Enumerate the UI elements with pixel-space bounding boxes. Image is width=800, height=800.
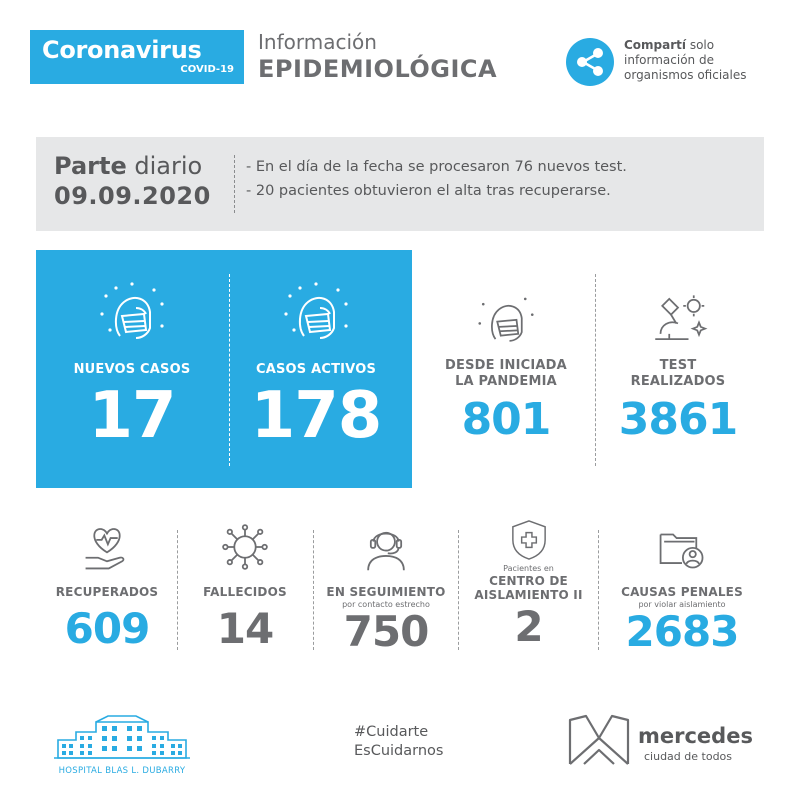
divider bbox=[595, 274, 596, 466]
stat-label: CASOS ACTIVOS bbox=[255, 362, 377, 377]
stat-value: 14 bbox=[216, 604, 274, 653]
stat-label-line2: LA PANDEMIA bbox=[455, 374, 557, 389]
report-date: 09.09.2020 bbox=[54, 182, 211, 210]
face-mask-virus-icon bbox=[92, 278, 172, 348]
stat-value: 2683 bbox=[625, 607, 739, 656]
city-name: mercedes bbox=[638, 724, 753, 748]
folder-user-icon bbox=[655, 522, 709, 572]
stat-since-pandemic bbox=[420, 288, 592, 445]
stat-value: 2 bbox=[514, 602, 543, 651]
stat-sublabel: por violar aislamiento bbox=[638, 600, 726, 609]
daily-report-band bbox=[36, 137, 764, 231]
stat-value: 609 bbox=[64, 604, 150, 653]
stat-value: 178 bbox=[250, 379, 382, 453]
city-tagline: ciudad de todos bbox=[644, 750, 733, 763]
report-label-bold: Parte bbox=[54, 152, 127, 180]
hashtag bbox=[354, 723, 443, 761]
stat-label: NUEVOS CASOS bbox=[73, 362, 191, 377]
share-note bbox=[624, 38, 794, 83]
stat-prelabel: Pacientes en bbox=[503, 564, 554, 573]
share-bold: Compartí bbox=[624, 38, 687, 52]
stat-label bbox=[598, 358, 758, 390]
stat-sublabel: por contacto estrecho bbox=[342, 600, 430, 609]
stat-value: 3861 bbox=[618, 394, 738, 445]
stat-label bbox=[420, 358, 592, 390]
share-icon[interactable] bbox=[566, 38, 614, 86]
mercedes-mark-icon bbox=[566, 712, 632, 768]
hospital-name: HOSPITAL BLAS L. DUBARRY bbox=[58, 766, 186, 776]
stat-active-cases bbox=[232, 278, 400, 453]
share-rest: solo bbox=[686, 38, 715, 52]
divider bbox=[313, 530, 314, 650]
stat-tests bbox=[598, 288, 758, 445]
stat-isolation-center bbox=[461, 518, 596, 651]
divider bbox=[598, 530, 599, 650]
hospital-building-icon bbox=[52, 712, 192, 760]
share-line3: organismos oficiales bbox=[624, 68, 747, 82]
headset-agent-icon bbox=[359, 522, 413, 572]
stat-value: 801 bbox=[461, 394, 551, 445]
medical-shield-icon bbox=[507, 518, 551, 562]
stat-label bbox=[461, 574, 596, 602]
brand-box bbox=[30, 30, 244, 84]
report-divider bbox=[234, 155, 235, 213]
stat-recovered bbox=[40, 522, 174, 653]
stat-label-line2: AISLAMIENTO II bbox=[474, 588, 583, 602]
brand-title: Coronavirus bbox=[42, 36, 202, 64]
title-line2: EPIDEMIOLÓGICA bbox=[258, 55, 498, 83]
face-mask-virus-icon bbox=[276, 278, 356, 348]
report-label-rest: diario bbox=[126, 152, 203, 180]
stat-label-line1: TEST bbox=[659, 358, 697, 373]
brand-subtitle: COVID-19 bbox=[180, 64, 234, 75]
share-line2: información de bbox=[624, 53, 714, 67]
microscope-icon bbox=[643, 288, 713, 350]
stat-label-line1: DESDE INICIADA bbox=[445, 358, 567, 373]
stat-monitoring bbox=[316, 522, 456, 656]
stat-label: FALLECIDOS bbox=[203, 585, 287, 599]
face-mask-icon bbox=[471, 288, 541, 350]
stat-new-cases bbox=[48, 278, 216, 453]
stat-label: RECUPERADOS bbox=[55, 585, 159, 599]
report-note: - En el día de la fecha se procesaron 76 nuevos test. bbox=[246, 159, 627, 175]
hashtag-line1: #Cuidarte bbox=[354, 724, 429, 740]
hashtag-line2: EsCuidarnos bbox=[354, 743, 444, 759]
title-line1: Información bbox=[258, 30, 377, 54]
divider bbox=[177, 530, 178, 650]
stat-criminal-cases bbox=[601, 522, 763, 656]
stat-value: 750 bbox=[343, 607, 429, 656]
divider bbox=[458, 530, 459, 650]
page-title bbox=[258, 30, 497, 84]
report-notes bbox=[246, 155, 627, 203]
stat-value: 17 bbox=[88, 379, 176, 453]
stat-label: EN SEGUIMIENTO bbox=[326, 585, 446, 599]
mercedes-logo bbox=[566, 712, 753, 772]
report-label bbox=[54, 151, 211, 211]
stat-label: CAUSAS PENALES bbox=[621, 585, 743, 599]
stat-label-line1: CENTRO DE bbox=[489, 574, 568, 588]
divider bbox=[229, 274, 230, 466]
stat-label-line2: REALIZADOS bbox=[630, 374, 726, 389]
hospital-logo bbox=[52, 712, 192, 776]
stat-deceased bbox=[180, 522, 310, 653]
heart-hand-icon bbox=[80, 522, 134, 572]
virus-icon bbox=[218, 522, 272, 572]
report-note: - 20 pacientes obtuvieron el alta tras recuperarse. bbox=[246, 183, 611, 199]
